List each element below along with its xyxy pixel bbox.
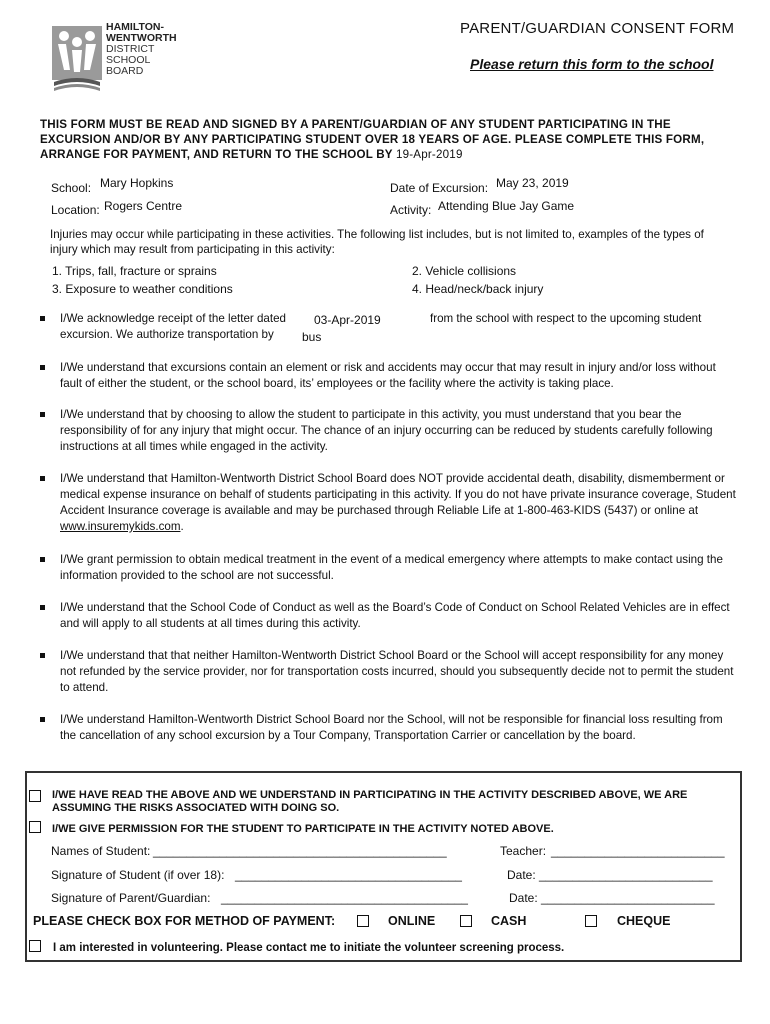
acknowledge-text: excursion. We authorize transportation by <box>60 328 274 341</box>
student-names-label: Names of Student: <box>51 844 151 858</box>
logo-line: BOARD <box>106 65 144 77</box>
permission-statement: I/WE GIVE PERMISSION FOR THE STUDENT TO PARTICIPATE IN THE ACTIVITY NOTED ABOVE. <box>52 823 554 835</box>
bullet-icon <box>40 316 45 321</box>
bullet-text: I/We understand that that neither Hamilton-Wentworth District School Board or the School will accept responsibility for any money not refunded by the service provider, nor for transportation costs incurred, should you subsequently decide not to permit the student to attend. <box>60 649 734 694</box>
list-item <box>40 407 740 455</box>
school-board-logo <box>50 20 200 94</box>
student-date-field[interactable]: __________________________ <box>539 868 713 882</box>
injury-item: 2. Vehicle collisions <box>412 264 517 278</box>
bullet-text: I/We understand that the School Code of Conduct as well as the Board’s Code of Conduct on School Related Vehicles are in effect and will apply to all students at all times during this activity. <box>60 601 730 630</box>
logo-line: HAMILTON- <box>106 21 164 33</box>
injury-item: 4. Head/neck/back injury <box>412 282 544 296</box>
bullet-icon <box>40 476 45 481</box>
bullet-icon <box>40 557 45 562</box>
bullet-icon <box>40 365 45 370</box>
cash-checkbox[interactable] <box>460 915 472 927</box>
teacher-field[interactable]: __________________________ <box>551 844 725 858</box>
acknowledge-item <box>40 311 740 345</box>
cheque-checkbox[interactable] <box>585 915 597 927</box>
parent-date-label: Date: <box>509 891 538 905</box>
location-value[interactable]: Rogers Centre <box>104 199 183 213</box>
excursion-date-value[interactable]: May 23, 2019 <box>496 176 569 190</box>
injury-intro: Injuries may occur while participating in these activities. The following list includes, but is not limited to, examples of the types of injury which may result from participating in this activity: <box>50 228 704 256</box>
intro-text: THIS FORM MUST BE READ AND SIGNED BY A PARENT/GUARDIAN OF ANY STUDENT PARTICIPATING IN THE EXCURSION AND/OR BY ANY PARTICIPATING STUDENT OVER 18 YEARS OF AGE. PLEASE COMPLETE THIS FORM, ARRANGE FOR PAYMENT, AND RETURN TO THE SCHOOL BY <box>40 118 705 161</box>
volunteer-statement: I am interested in volunteering. Please contact me to initiate the volunteer screening process. <box>53 942 565 954</box>
form-title: PARENT/GUARDIAN CONSENT FORM <box>460 20 735 37</box>
parent-signature-field[interactable]: _____________________________________ <box>221 891 468 905</box>
injury-item: 3. Exposure to weather conditions <box>52 282 233 296</box>
injury-item: 1. Trips, fall, fracture or sprains <box>52 264 217 278</box>
logo-line: DISTRICT <box>106 43 155 55</box>
bullet-icon <box>40 717 45 722</box>
student-signature-field[interactable]: __________________________________ <box>235 868 462 882</box>
activity-value[interactable]: Attending Blue Jay Game <box>438 199 575 213</box>
intro-paragraph <box>40 117 730 162</box>
school-value[interactable]: Mary Hopkins <box>100 176 174 190</box>
permission-checkbox[interactable] <box>29 821 41 833</box>
cash-option-label: CASH <box>491 914 527 928</box>
acknowledge-text: from the school with respect to the upcoming student <box>430 312 702 325</box>
logo-wordmark <box>106 22 177 77</box>
student-date-label: Date: <box>507 868 536 882</box>
parent-signature-label: Signature of Parent/Guardian: <box>51 891 211 905</box>
insurance-link[interactable]: www.insuremykids.com <box>60 520 181 533</box>
insurance-text: I/We understand that Hamilton-Wentworth District School Board does NOT provide accidental death, disability, dismemberment or medical expense insurance on behalf of students participating in this activity. If you do not have private insurance coverage, Student Accident Insurance coverage is available and may be purchased through Reliable Life at 1-800-463-KIDS (5437) or online at <box>60 472 736 517</box>
letter-date-value[interactable]: 03-Apr-2019 <box>314 313 381 327</box>
student-names-field[interactable]: ____________________________________________ <box>153 844 447 858</box>
insurance-end: . <box>180 520 184 533</box>
payment-method-label: PLEASE CHECK BOX FOR METHOD OF PAYMENT: <box>33 914 336 928</box>
bullet-text: I/We understand Hamilton-Wentworth District School Board nor the School, will not be responsible for financial loss resulting from the cancellation of any school excursion by a Tour Company, Transportation Carrier or cancellation by the board. <box>60 713 723 742</box>
parent-date-field[interactable]: __________________________ <box>541 891 715 905</box>
school-label: School: <box>51 181 92 195</box>
insurance-text-block <box>60 471 740 535</box>
acknowledge-text: I/We acknowledge receipt of the letter dated <box>60 312 286 325</box>
location-label: Location: <box>51 203 100 217</box>
volunteer-checkbox[interactable] <box>29 940 41 952</box>
online-checkbox[interactable] <box>357 915 369 927</box>
insurance-item <box>40 471 740 535</box>
transport-value[interactable]: bus <box>302 330 322 344</box>
logo-line: WENTWORTH <box>106 32 177 44</box>
list-item <box>40 712 740 744</box>
list-item <box>40 552 740 584</box>
bullet-text: I/We understand that by choosing to allow the student to participate in this activity, you must understand that you bear the responsibility of for any injury that might occur. The chance of an injury occurring can be reduced by students carefully following instructions at all times while engaged in the activity. <box>60 408 713 453</box>
list-item <box>40 600 740 632</box>
bullet-text: I/We grant permission to obtain medical treatment in the event of a medical emergency where attempts to make contact using the information provided to the school are not successful. <box>60 553 723 582</box>
hwdsb-figures-book-icon <box>50 20 104 94</box>
online-option-label: ONLINE <box>388 914 436 928</box>
list-item <box>40 648 740 696</box>
activity-label: Activity: <box>390 203 432 217</box>
return-note: Please return this form to the school <box>470 56 714 72</box>
return-date: 19-Apr-2019 <box>395 148 463 161</box>
read-checkbox[interactable] <box>29 790 41 802</box>
teacher-label: Teacher: <box>500 844 547 858</box>
student-signature-label: Signature of Student (if over 18): <box>51 868 225 882</box>
list-item <box>40 360 740 392</box>
bullet-icon <box>40 605 45 610</box>
bullet-text: I/We understand that excursions contain an element or risk and accidents may occur that may result in injury and/or loss without fault of either the student, or the school board, its’ employees or the facility where the activity is taking place. <box>60 361 716 390</box>
excursion-date-label: Date of Excursion: <box>390 181 489 195</box>
cheque-option-label: CHEQUE <box>617 914 671 928</box>
consent-section <box>25 771 742 962</box>
logo-line: SCHOOL <box>106 54 151 66</box>
bullet-icon <box>40 412 45 417</box>
read-statement: I/WE HAVE READ THE ABOVE AND WE UNDERSTAND IN PARTICIPATING IN THE ACTIVITY DESCRIBED ABOVE, WE ARE ASSUMING THE RISKS ASSOCIATED WITH DOING SO. <box>52 789 688 814</box>
bullet-icon <box>40 653 45 658</box>
